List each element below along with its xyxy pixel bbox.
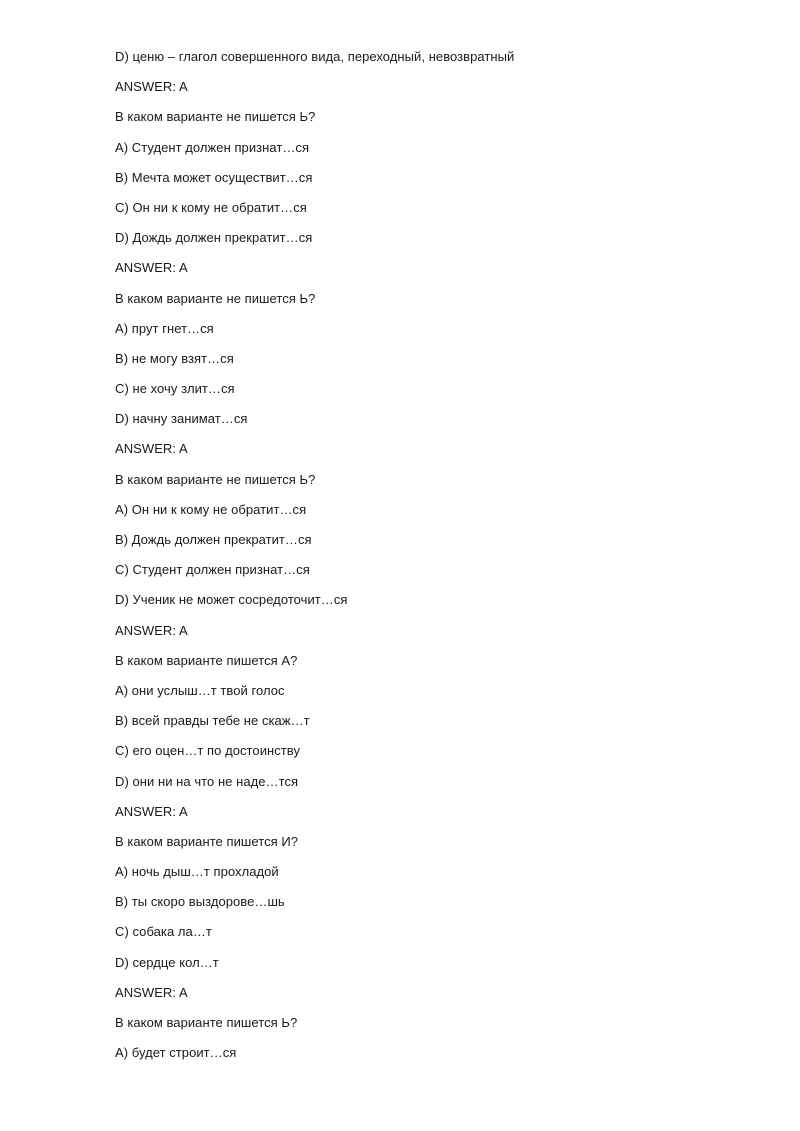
option-line: B) ты скоро выздорове…шь xyxy=(115,894,285,910)
option-line: C) его оцен…т по достоинству xyxy=(115,743,301,759)
question-line: В каком варианте пишется И? xyxy=(115,833,299,849)
option-line: D) начну занимат…ся xyxy=(115,411,248,427)
question-line: В каком варианте не пишется Ь? xyxy=(115,109,316,125)
answer-line: ANSWER: A xyxy=(115,984,188,1000)
option-line: A) Он ни к кому не обратит…ся xyxy=(115,501,307,517)
option-line: D) они ни на что не наде…тся xyxy=(115,773,299,789)
answer-line: ANSWER: A xyxy=(115,441,188,457)
answer-line: ANSWER: A xyxy=(115,803,188,819)
answer-line: ANSWER: A xyxy=(115,622,188,638)
option-line: A) Студент должен признат…ся xyxy=(115,139,310,155)
option-line: C) собака ла…т xyxy=(115,924,212,940)
option-line: A) прут гнет…ся xyxy=(115,320,214,336)
option-line: C) Студент должен признат…ся xyxy=(115,562,310,578)
option-line: B) Мечта может осуществит…ся xyxy=(115,169,313,185)
option-line: D) сердце кол…т xyxy=(115,954,219,970)
answer-line: ANSWER: A xyxy=(115,79,188,95)
option-line: D) ценю – глагол совершенного вида, переходный, невозвратный xyxy=(115,49,515,64)
option-line: B) всей правды тебе не скаж…т xyxy=(115,713,310,729)
question-line: В каком варианте пишется А? xyxy=(115,652,298,668)
answer-line: ANSWER: A xyxy=(115,260,188,276)
option-line: D) Дождь должен прекратит…ся xyxy=(115,230,313,246)
question-line: В каком варианте пишется Ь? xyxy=(115,1015,298,1030)
option-line: D) Ученик не может сосредоточит…ся xyxy=(115,592,348,608)
option-line: C) не хочу злит…ся xyxy=(115,381,235,397)
question-line: В каком варианте не пишется Ь? xyxy=(115,471,316,487)
option-line: C) Он ни к кому не обратит…ся xyxy=(115,199,307,215)
option-line: B) не могу взят…ся xyxy=(115,350,234,366)
option-line: B) Дождь должен прекратит…ся xyxy=(115,532,312,547)
option-line: A) будет строит…ся xyxy=(115,1045,237,1061)
option-line: A) они услыш…т твой голос xyxy=(115,682,285,698)
document-text xyxy=(115,47,755,1073)
option-line: A) ночь дыш…т прохладой xyxy=(115,864,279,880)
question-line: В каком варианте не пишется Ь? xyxy=(115,290,316,306)
